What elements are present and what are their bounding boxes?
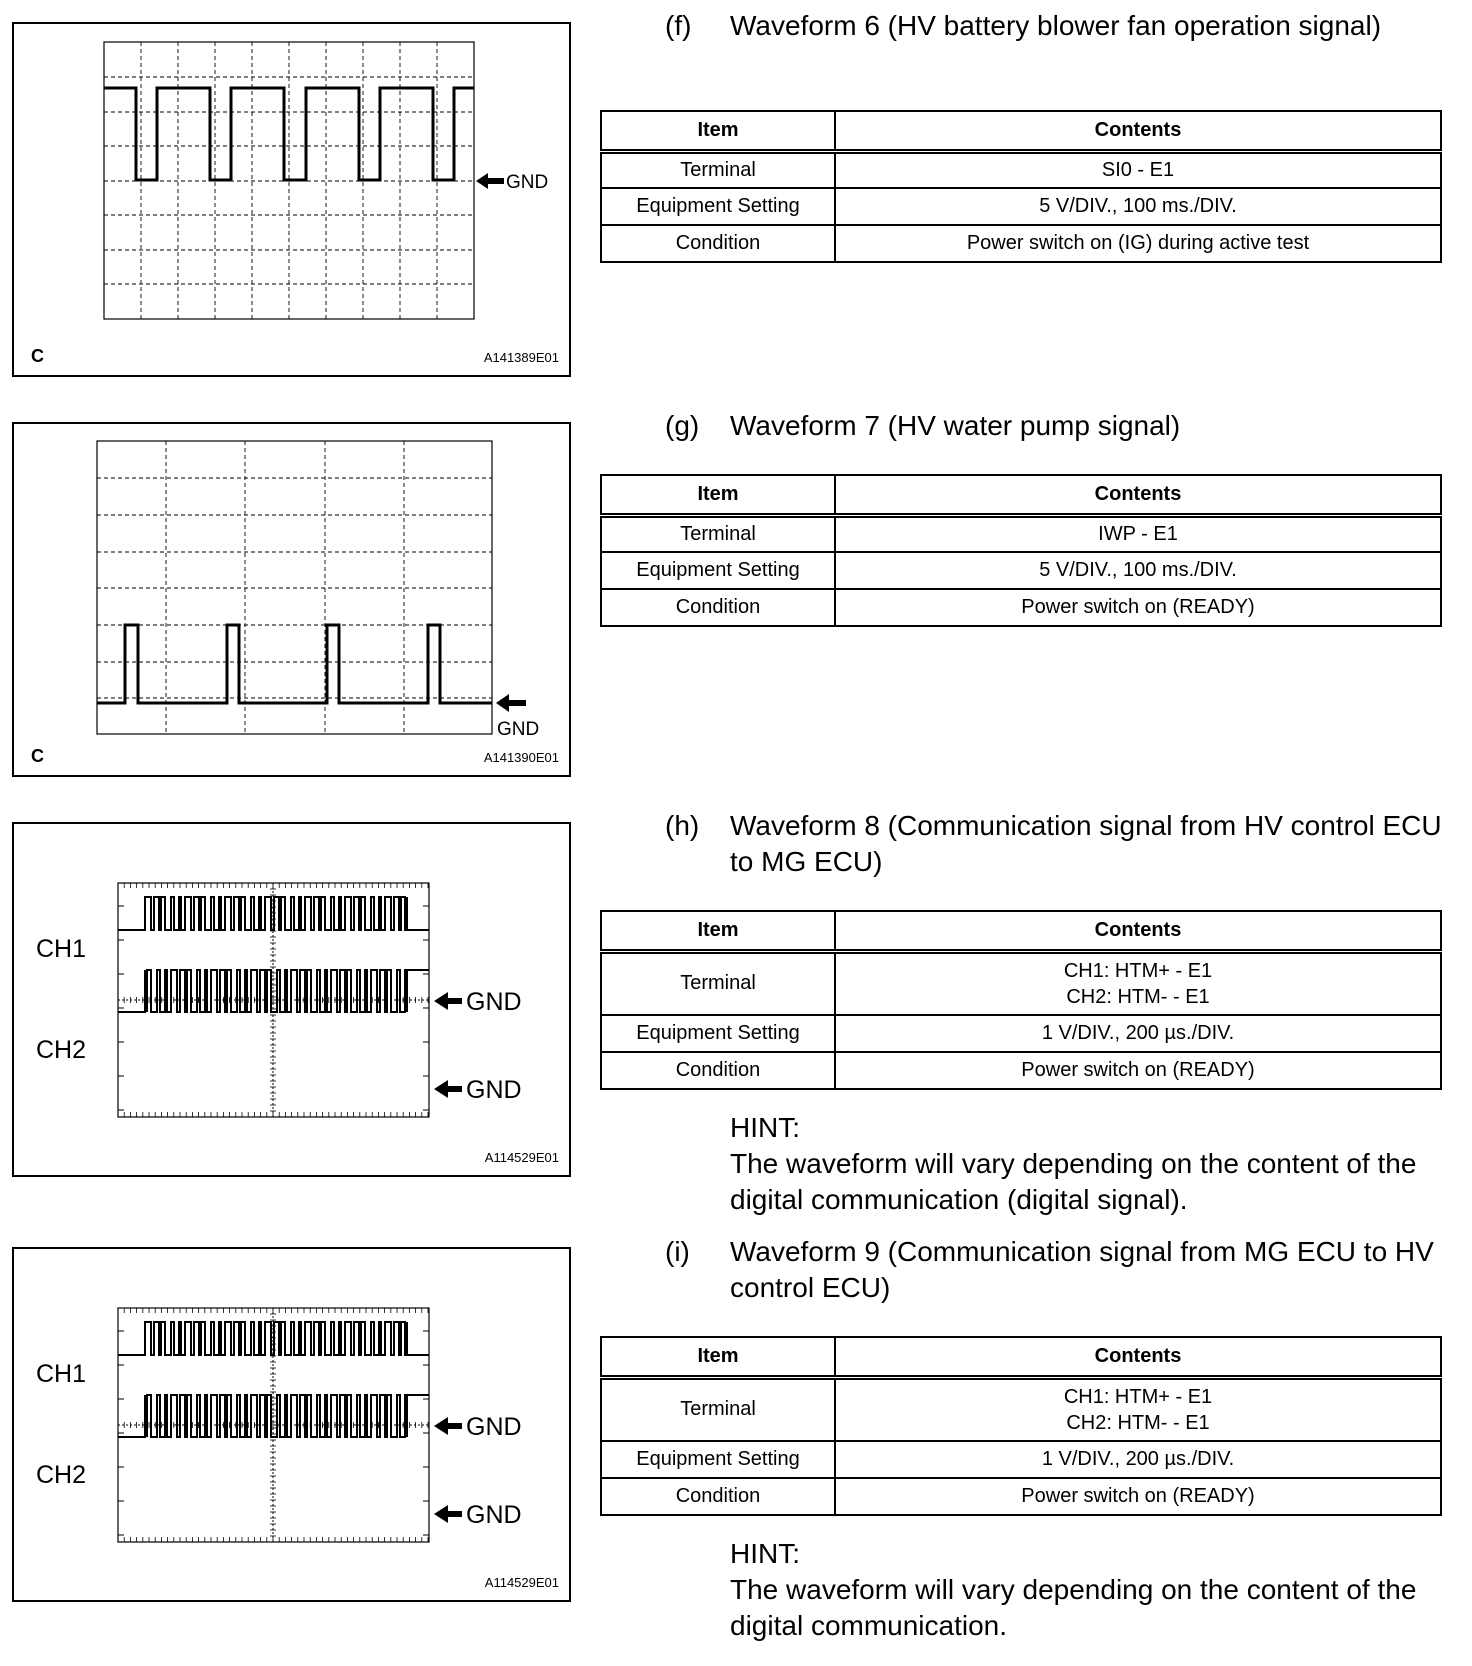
table-row <box>601 951 1441 1015</box>
row-item: Terminal <box>601 1377 835 1441</box>
table-row <box>601 1015 1441 1052</box>
hint-label: HINT: <box>730 1112 800 1143</box>
row-contents <box>835 1377 1441 1441</box>
oscilloscope-screen <box>14 424 569 775</box>
oscilloscope-screen <box>14 824 569 1175</box>
row-contents: SI0 - E1 <box>835 151 1441 188</box>
ch2-label: CH2 <box>36 1461 87 1489</box>
section-letter: (f) <box>665 10 692 41</box>
table-row <box>601 1441 1441 1478</box>
header-item: Item <box>601 111 835 151</box>
ch1-label: CH1 <box>36 1360 87 1388</box>
row-item: Equipment Setting <box>601 1015 835 1052</box>
spec-table-f <box>600 110 1442 263</box>
hint-h <box>730 1110 1450 1218</box>
gnd-arrow-icon <box>496 694 526 712</box>
ch1-label: CH1 <box>36 935 87 963</box>
row-contents: 5 V/DIV., 100 ms./DIV. <box>835 552 1441 589</box>
terminal-ch2: CH2: HTM- - E1 <box>1066 985 1210 1008</box>
header-contents: Contents <box>835 111 1441 151</box>
gnd-label: GND <box>497 719 540 740</box>
header-contents: Contents <box>835 475 1441 515</box>
figure-waveform-6 <box>12 22 571 377</box>
terminal-ch2: CH2: HTM- - E1 <box>1066 1411 1210 1434</box>
row-item: Condition <box>601 1478 835 1515</box>
row-item: Condition <box>601 1052 835 1089</box>
section-letter: (i) <box>665 1236 690 1267</box>
table-row <box>601 552 1441 589</box>
figure-waveform-7 <box>12 422 571 777</box>
table-row <box>601 188 1441 225</box>
gnd-arrow-icon <box>434 1417 462 1435</box>
gnd-arrow-icon <box>476 173 504 189</box>
header-item: Item <box>601 1337 835 1377</box>
gnd-label: GND <box>466 988 522 1016</box>
hint-text: The waveform will vary depending on the content of the digital communication. <box>730 1574 1417 1641</box>
corner-label: C <box>31 346 44 366</box>
corner-label: C <box>31 746 44 766</box>
row-contents: Power switch on (IG) during active test <box>835 225 1441 262</box>
section-letter: (h) <box>665 810 700 841</box>
row-item: Terminal <box>601 951 835 1015</box>
header-item: Item <box>601 911 835 951</box>
ch1-waveform-trace <box>118 897 429 930</box>
row-contents: Power switch on (READY) <box>835 1478 1441 1515</box>
row-contents: 1 V/DIV., 200 µs./DIV. <box>835 1441 1441 1478</box>
figure-id: A141390E01 <box>483 750 559 765</box>
section-title: Waveform 7 (HV water pump signal) <box>730 410 1181 441</box>
table-row <box>601 1478 1441 1515</box>
figure-id: A114529E01 <box>484 1575 559 1590</box>
section-letter: (g) <box>665 410 700 441</box>
row-item: Condition <box>601 589 835 626</box>
header-item: Item <box>601 475 835 515</box>
spec-table-h <box>600 910 1442 1090</box>
table-row <box>601 1377 1441 1441</box>
row-item: Equipment Setting <box>601 188 835 225</box>
spec-table-i <box>600 1336 1442 1516</box>
header-contents: Contents <box>835 911 1441 951</box>
figure-waveform-8 <box>12 822 571 1177</box>
row-contents: Power switch on (READY) <box>835 589 1441 626</box>
gnd-label: GND <box>466 1501 522 1529</box>
row-item: Terminal <box>601 515 835 552</box>
row-contents <box>835 951 1441 1015</box>
gnd-arrow-icon <box>434 1505 462 1523</box>
terminal-ch1: CH1: HTM+ - E1 <box>1063 1385 1213 1408</box>
gnd-label: GND <box>466 1413 522 1441</box>
gnd-label: GND <box>466 1076 522 1104</box>
table-row <box>601 1052 1441 1089</box>
hint-i <box>730 1536 1450 1644</box>
figure-id: A114529E01 <box>484 1150 559 1165</box>
figure-id: A141389E01 <box>483 350 559 365</box>
row-item: Equipment Setting <box>601 552 835 589</box>
ch1-waveform-trace <box>118 1322 429 1355</box>
table-row <box>601 589 1441 626</box>
row-contents: 5 V/DIV., 100 ms./DIV. <box>835 188 1441 225</box>
oscilloscope-screen <box>14 1249 569 1600</box>
oscilloscope-screen <box>14 24 569 375</box>
pulse-waveform-trace <box>97 625 492 703</box>
spec-table-g <box>600 474 1442 627</box>
row-item: Terminal <box>601 151 835 188</box>
row-contents: IWP - E1 <box>835 515 1441 552</box>
row-item: Condition <box>601 225 835 262</box>
table-row <box>601 515 1441 552</box>
gnd-label: GND <box>506 172 549 193</box>
row-contents: Power switch on (READY) <box>835 1052 1441 1089</box>
table-row <box>601 151 1441 188</box>
gnd-arrow-icon <box>434 992 462 1010</box>
figure-waveform-9 <box>12 1247 571 1602</box>
hint-label: HINT: <box>730 1538 800 1569</box>
gnd-arrow-icon <box>434 1080 462 1098</box>
ch2-label: CH2 <box>36 1036 87 1064</box>
section-title: Waveform 6 (HV battery blower fan operation signal) <box>730 10 1382 41</box>
header-contents: Contents <box>835 1337 1441 1377</box>
row-contents: 1 V/DIV., 200 µs./DIV. <box>835 1015 1441 1052</box>
hint-text: The waveform will vary depending on the content of the digital communication (digital signal). <box>730 1148 1417 1215</box>
terminal-ch1: CH1: HTM+ - E1 <box>1063 959 1213 982</box>
section-title: Waveform 9 (Communication signal from MG ECU to HV control ECU) <box>730 1236 1434 1303</box>
row-item: Equipment Setting <box>601 1441 835 1478</box>
section-title: Waveform 8 (Communication signal from HV control ECU to MG ECU) <box>730 810 1442 877</box>
table-row <box>601 225 1441 262</box>
